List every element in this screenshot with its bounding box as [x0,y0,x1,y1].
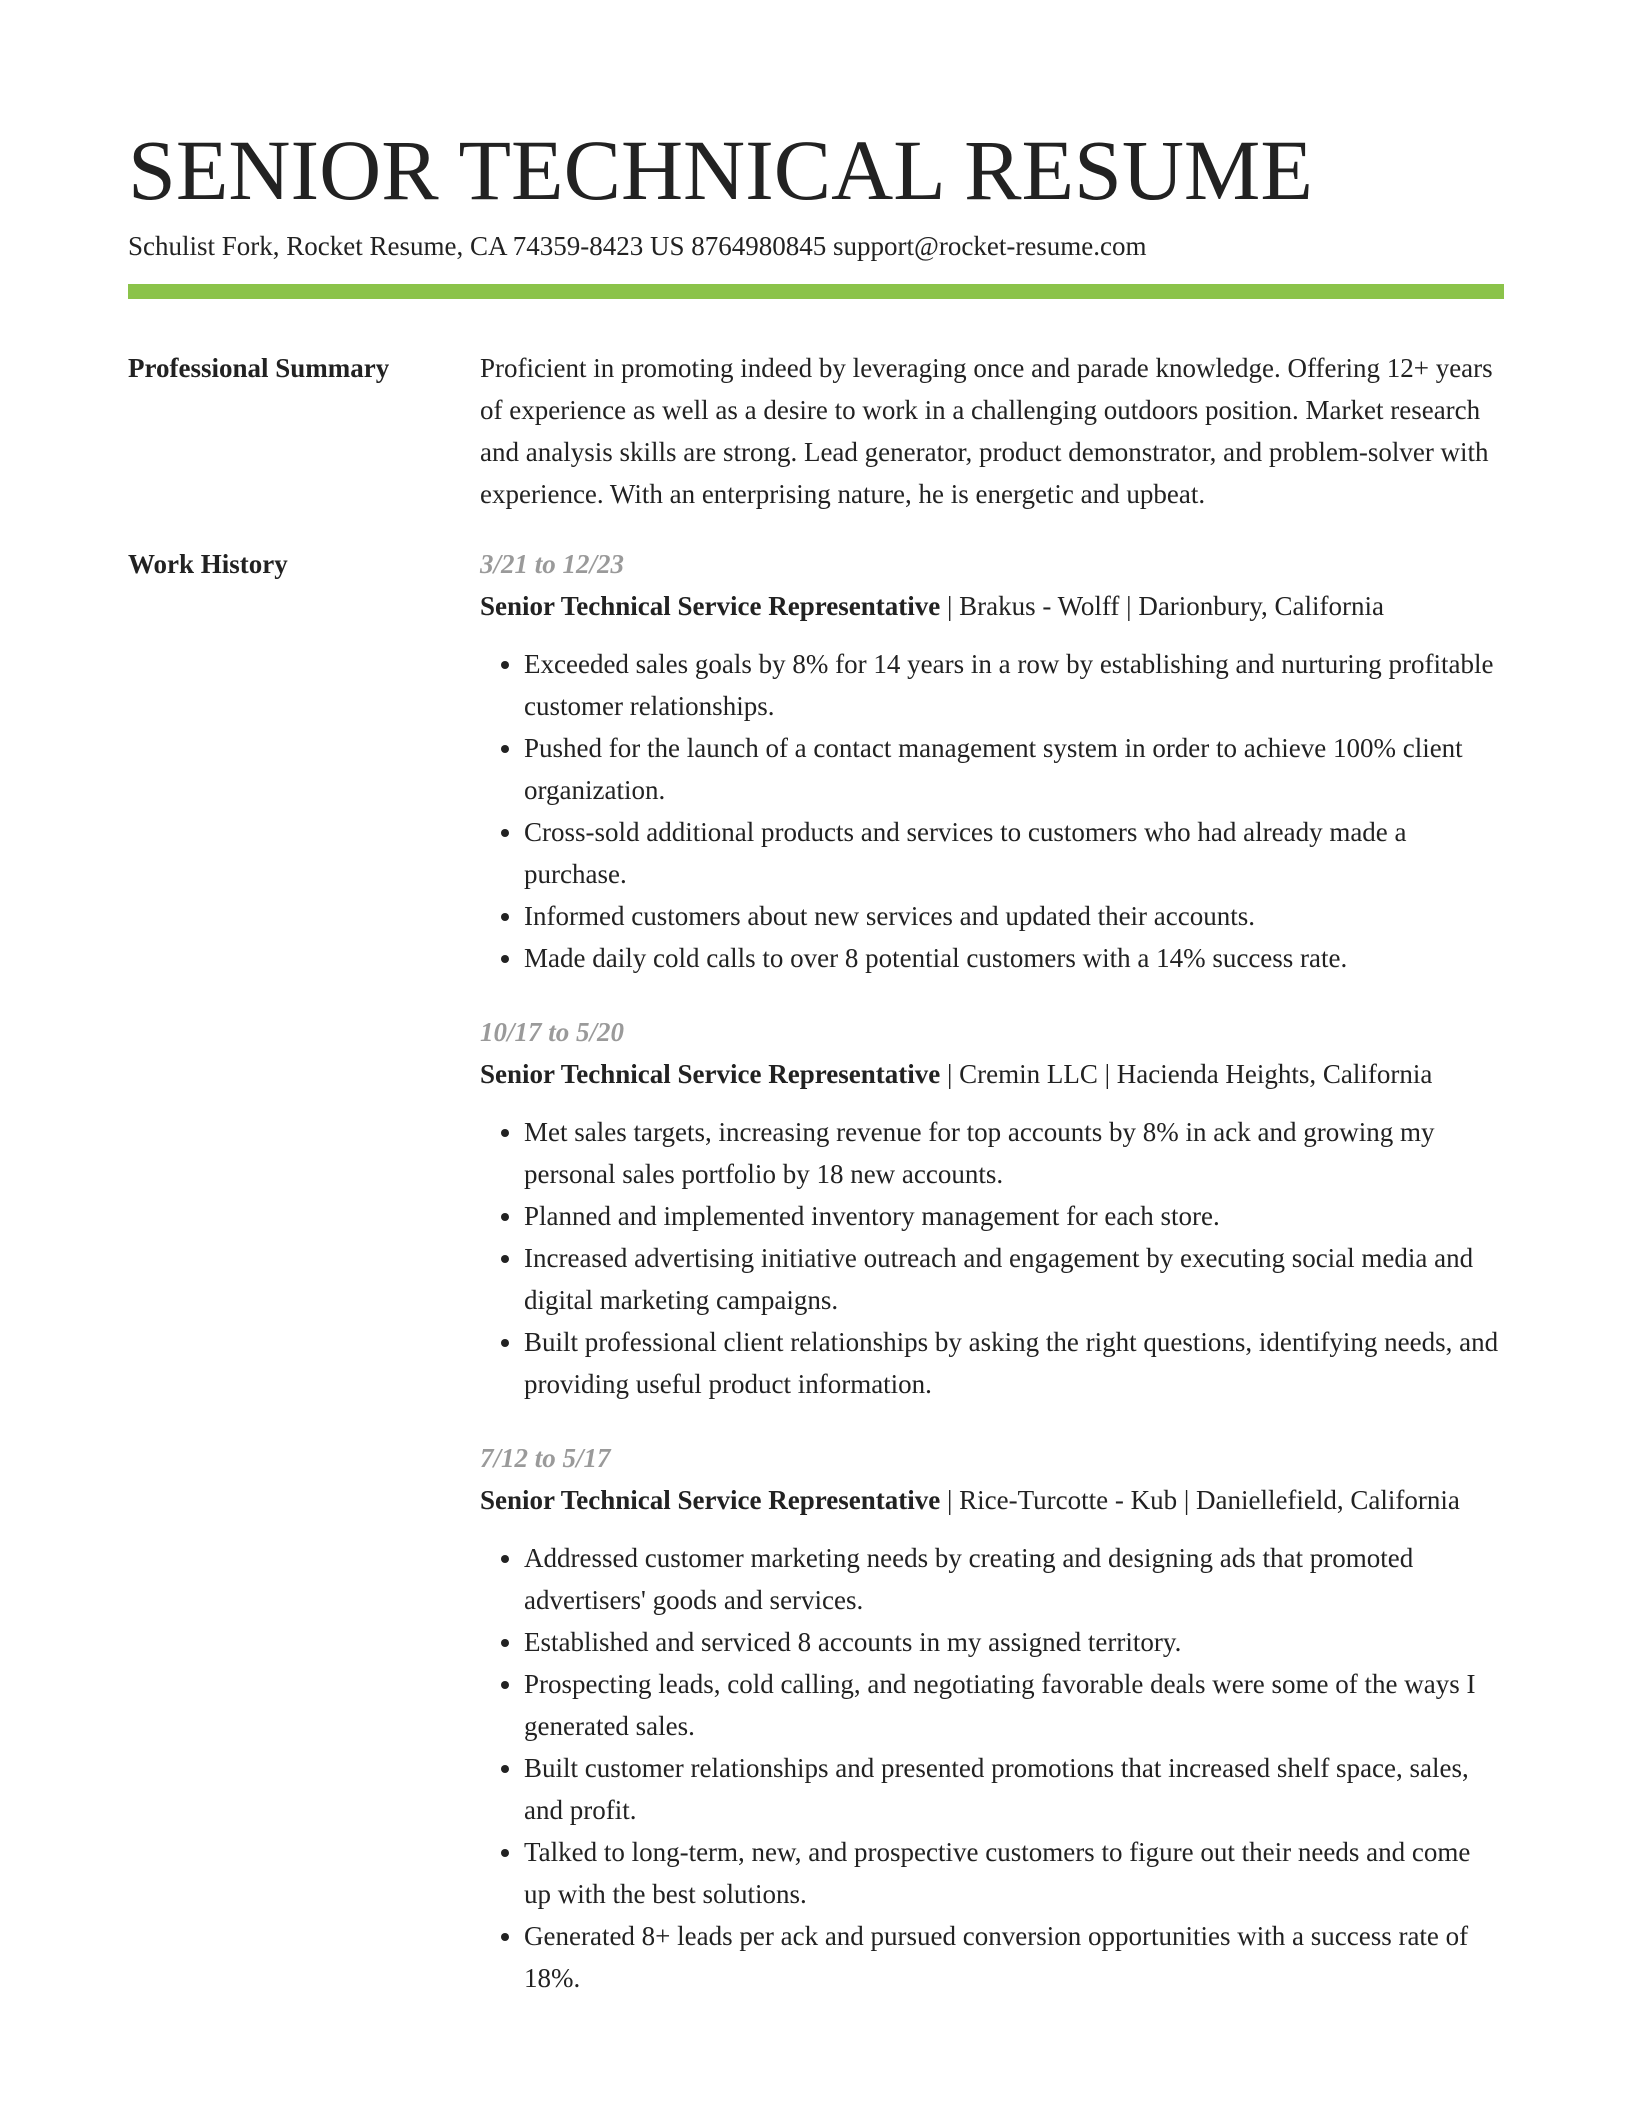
job-bullet: • Built professional client relationships by asking the right questions, identifying needs, and providing useful product information. [524,1321,1504,1405]
job-details: | Brakus - Wolff | Darionbury, California [940,591,1385,621]
job-details: | Cremin LLC | Hacienda Heights, California [940,1059,1433,1089]
job-bullet: • Talked to long-term, new, and prospective customers to figure out their needs and come up with the best solutions. [524,1831,1504,1915]
resume-title: SENIOR TECHNICAL RESUME [128,122,1313,218]
job-bullet: • Cross-sold additional products and services to customers who had already made a purchase. [524,811,1504,895]
job-bullet-list [480,643,1504,979]
job-bullet: • Planned and implemented inventory management for each store. [524,1195,1504,1237]
job-bullet: • Established and serviced 8 accounts in my assigned territory. [524,1621,1504,1663]
job-heading [480,1053,1504,1095]
job-bullet: • Pushed for the launch of a contact management system in order to achieve 100% client organization. [524,727,1504,811]
job-entry [480,1011,1504,1405]
job-bullet: • Met sales targets, increasing revenue for top accounts by 8% in ack and growing my personal sales portfolio by 18 new accounts. [524,1111,1504,1195]
professional-summary-body [480,347,1504,515]
resume-page [128,122,1504,2031]
job-heading [480,585,1504,627]
professional-summary-text: Proficient in promoting indeed by leveraging once and parade knowledge. Offering 12+ years of experience as well as a desire to work in a challenging outdoors position. Market research and analysis skills are strong. Lead generator, product demonstrator, and problem-solver with experience. With an enterprising nature, he is energetic and upbeat. [480,353,1493,509]
contact-line: Schulist Fork, Rocket Resume, CA 74359-8423 US 8764980845 support@rocket-resume.com [128,231,1147,261]
job-bullet: • Generated 8+ leads per ack and pursued conversion opportunities with a success rate of 18%. [524,1915,1504,1999]
job-title: Senior Technical Service Representative [480,591,941,621]
job-bullet: • Exceeded sales goals by 8% for 14 years in a row by establishing and nurturing profitable customer relationships. [524,643,1504,727]
job-dates: 10/17 to 5/20 [480,1017,625,1047]
job-bullet-list [480,1111,1504,1405]
job-bullet: • Prospecting leads, cold calling, and negotiating favorable deals were some of the ways I generated sales. [524,1663,1504,1747]
job-heading [480,1479,1504,1521]
work-history-section [128,543,1504,2031]
work-history-label: Work History [128,549,288,579]
job-bullet: • Increased advertising initiative outreach and engagement by executing social media and digital marketing campaigns. [524,1237,1504,1321]
job-bullet: • Built customer relationships and presented promotions that increased shelf space, sales, and profit. [524,1747,1504,1831]
job-bullet: • Informed customers about new services and updated their accounts. [524,895,1504,937]
job-entry [480,1437,1504,1999]
job-bullet: • Addressed customer marketing needs by creating and designing ads that promoted advertisers' goods and services. [524,1537,1504,1621]
work-history-body [480,543,1504,2031]
accent-divider [128,284,1504,299]
job-details: | Rice-Turcotte - Kub | Daniellefield, California [940,1485,1460,1515]
job-title: Senior Technical Service Representative [480,1059,941,1089]
job-bullet: • Made daily cold calls to over 8 potential customers with a 14% success rate. [524,937,1504,979]
job-title: Senior Technical Service Representative [480,1485,941,1515]
professional-summary-section [128,347,1504,515]
job-dates: 7/12 to 5/17 [480,1443,611,1473]
job-dates: 3/21 to 12/23 [480,549,625,579]
job-bullet-list [480,1537,1504,1999]
professional-summary-label: Professional Summary [128,353,390,383]
job-entry [480,543,1504,979]
